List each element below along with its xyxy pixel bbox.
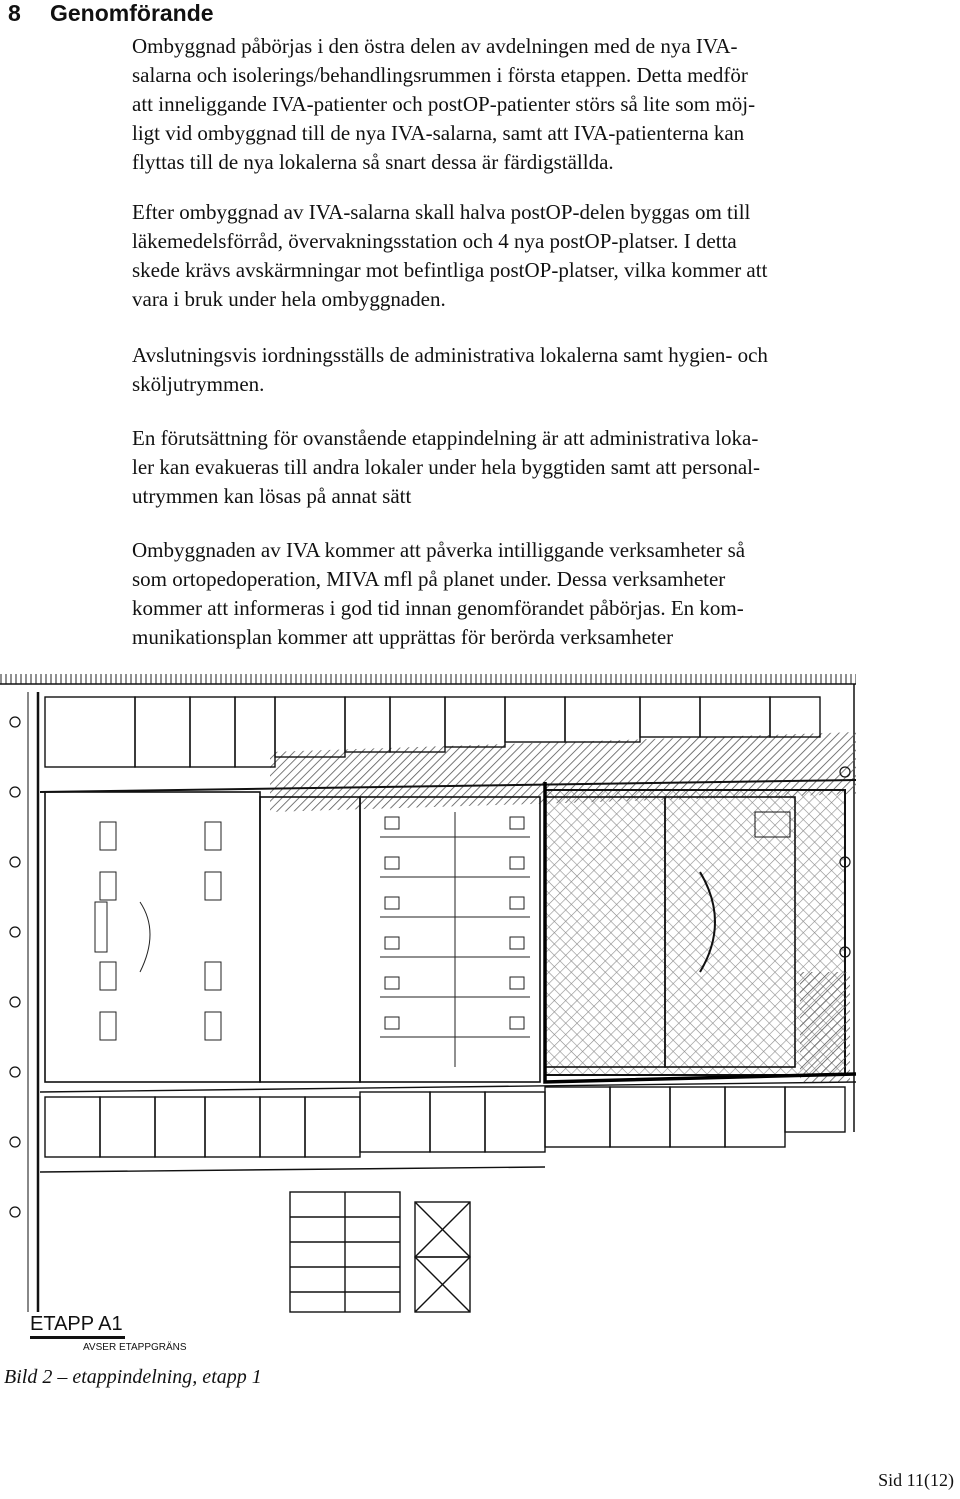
text-line: sköljutrymmen. — [132, 372, 265, 396]
paragraph-1 — [132, 32, 892, 177]
figure-caption: Bild 2 – etappindelning, etapp 1 — [4, 1366, 262, 1388]
paragraph-2 — [132, 198, 892, 314]
section-title: Genomförande — [50, 0, 214, 26]
text-line: ligt vid ombyggnad till de nya IVA-salarna, samt att IVA-patienterna kan — [132, 121, 745, 145]
plan-top-border — [0, 674, 856, 684]
stair-core — [290, 1192, 470, 1312]
lower-rooms — [40, 1082, 856, 1172]
text-line: läkemedelsförråd, övervakningsstation och 4 nya postOP-platser. I detta — [132, 229, 737, 253]
page-number: Sid 11(12) — [878, 1470, 954, 1490]
text-line: Avslutningsvis iordningsställs de administrativa lokalerna samt hygien- och — [132, 343, 768, 367]
text-line: munikationsplan kommer att upprättas för berörda verksamheter — [132, 625, 674, 649]
text-line: salarna och isolerings/behandlingsrummen i första etappen. Detta medför — [132, 63, 748, 87]
text-line: ler kan evakueras till andra lokaler under hela byggtiden samt att personal- — [132, 455, 761, 479]
text-line: att inneliggande IVA-patienter och postOP-patienter störs så lite som möj- — [132, 92, 756, 116]
text-line: skede krävs avskärmningar mot befintliga postOP-platser, vilka kommer att — [132, 258, 768, 282]
legend-text: AVSER ETAPPGRÄNS — [83, 1342, 187, 1353]
text-line: som ortopedoperation, MIVA mfl på planet under. Dessa verksamheter — [132, 567, 726, 591]
paragraph-5 — [132, 536, 892, 652]
text-line: kommer att informeras i god tid innan genomförandet påbörjas. En kom- — [132, 596, 744, 620]
text-line: Ombyggnaden av IVA kommer att påverka intilliggande verksamheter så — [132, 538, 746, 562]
plan-legend — [30, 1313, 187, 1353]
text-line: Efter ombyggnad av IVA-salarna skall halva postOP-delen byggas om till — [132, 200, 751, 224]
section-number: 8 — [8, 0, 21, 26]
paragraph-4 — [132, 424, 892, 511]
paragraph-3 — [132, 341, 892, 399]
text-line: utrymmen kan lösas på annat sätt — [132, 484, 412, 508]
text-line: En förutsättning för ovanstående etappindelning är att administrativa loka- — [132, 426, 759, 450]
text-line: Ombyggnad påbörjas i den östra delen av avdelningen med de nya IVA- — [132, 34, 738, 58]
section-heading — [8, 0, 214, 26]
text-line: flyttas till de nya lokalerna så snart dessa är färdigställda. — [132, 150, 614, 174]
text-line: vara i bruk under hela ombyggnaden. — [132, 287, 446, 311]
legend-title: ETAPP A1 — [30, 1313, 123, 1335]
floor-plan-image — [0, 672, 858, 1360]
